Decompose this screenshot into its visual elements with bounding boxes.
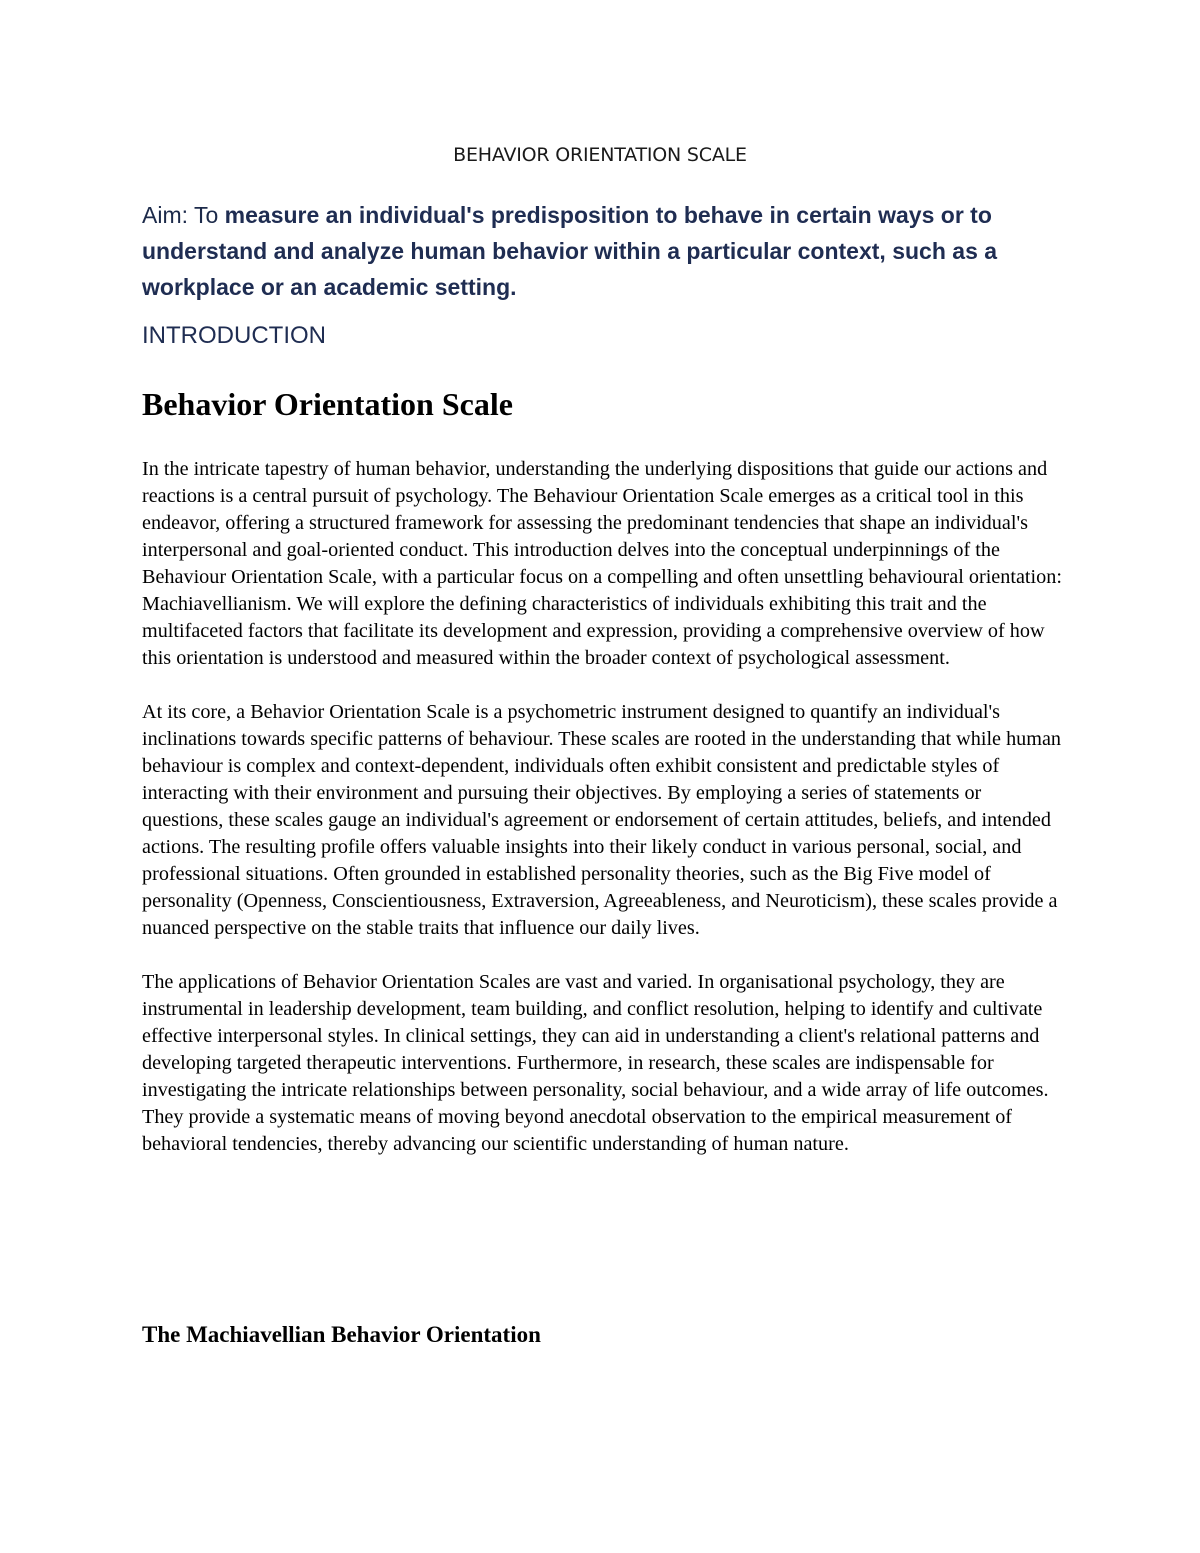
introduction-heading: INTRODUCTION — [142, 322, 326, 349]
aim-text: measure an individual's predisposition to behave in certain ways or to understand and analyze human behavior within a particular context, such as a workplace or an academic setting. — [142, 202, 998, 300]
aim-label: Aim: To — [142, 202, 225, 228]
body-text — [142, 456, 1062, 1185]
aim-statement — [142, 197, 1072, 305]
document-title: BEHAVIOR ORIENTATION SCALE — [453, 144, 747, 166]
paragraph: At its core, a Behavior Orientation Scale is a psychometric instrument designed to quantify an individual's inclinations towards specific patterns of behaviour. These scales are rooted in the understanding that while human behaviour is complex and context-dependent, individuals often exhibit consistent and predictable styles of interacting with their environment and pursuing their objectives. By employing a series of statements or questions, these scales gauge an individual's agreement or endorsement of certain attitudes, beliefs, and intended actions. The resulting profile offers valuable insights into their likely conduct in various personal, social, and professional situations. Often grounded in established personality theories, such as the Big Five model of personality (Openness, Conscientiousness, Extraversion, Agreeableness, and Neuroticism), these scales provide a nuanced perspective on the stable traits that influence our daily lives. — [142, 701, 1062, 939]
section-heading: Behavior Orientation Scale — [142, 386, 513, 422]
subsection-heading: The Machiavellian Behavior Orientation — [142, 1322, 541, 1347]
paragraph: In the intricate tapestry of human behavior, understanding the underlying dispositions that guide our actions and reactions is a central pursuit of psychology. The Behaviour Orientation Scale emerges as a critical tool in this endeavor, offering a structured framework for assessing the predominant tendencies that shape an individual's interpersonal and goal-oriented conduct. This introduction delves into the conceptual underpinnings of the Behaviour Orientation Scale, with a particular focus on a compelling and often unsettling behavioural orientation: Machiavellianism. We will explore the defining characteristics of individuals exhibiting this trait and the multifaceted factors that facilitate its development and expression, providing a comprehensive overview of how this orientation is understood and measured within the broader context of psychological assessment. — [142, 458, 1062, 669]
paragraph: The applications of Behavior Orientation Scales are vast and varied. In organisational psychology, they are instrumental in leadership development, team building, and conflict resolution, helping to identify and cultivate effective interpersonal styles. In clinical settings, they can aid in understanding a client's relational patterns and developing targeted therapeutic interventions. Furthermore, in research, these scales are indispensable for investigating the intricate relationships between personality, social behaviour, and a wide array of life outcomes. They provide a systematic means of moving beyond anecdotal observation to the empirical measurement of behavioral tendencies, thereby advancing our scientific understanding of human nature. — [142, 971, 1049, 1155]
